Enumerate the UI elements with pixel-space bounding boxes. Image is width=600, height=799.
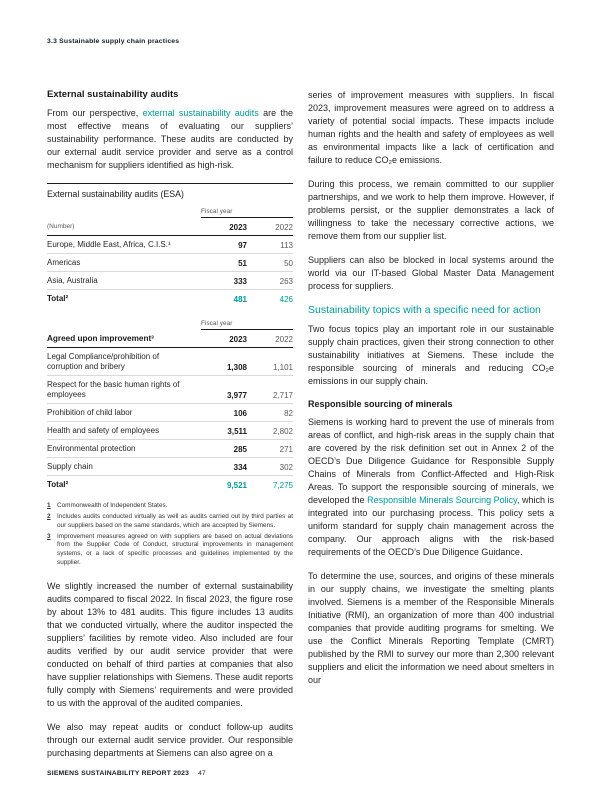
footnotes	[47, 502, 293, 567]
table-row	[47, 376, 293, 404]
column-header-2023: 2023	[229, 222, 247, 232]
value-2023: 97	[238, 240, 247, 250]
paragraph-text: are the most effective means of evaluating our suppliers’ sustainability performance. These audits are conducted by our external audit service provider and serve as a control mechanism for suppliers identified as high-risk.	[47, 108, 294, 170]
paragraph: To determine the use, sources, and origins of these minerals in our supply chains, we investigate the smelting plants involved. Siemens is a member of the Responsible Minerals Initiative (RMI), an organization of more than 400 industrial companies that provide auditing programs for smelting. We use the Conflict Minerals Reporting Template (CMRT) published by the RMI to survey our more than 2,300 relevant suppliers and elicit the information we need about smelters in our	[308, 571, 554, 685]
value-2023: 3,977	[226, 390, 247, 400]
row-label: Environmental protection	[47, 443, 136, 453]
external-sustainability-audits-link[interactable]: external sustainability audits	[142, 108, 259, 118]
value-2023: 334	[233, 462, 247, 472]
paragraph: Suppliers can also be blocked in local systems around the world via our IT-based Global Master Data Management process for suppliers.	[308, 255, 554, 291]
row-label: Asia, Australia	[47, 275, 98, 285]
paragraph-text: Siemens is working hard to prevent the use of minerals from areas of conflict, and high-risk areas in the supply chain that are covered by the risk definition set out in Annex 2 of the OECD’s Due Diligence Guidance for Responsible Supply Chains of Minerals from Conflict-Affected and High-Risk Areas. To support the responsible sourcing of minerals, we developed the	[308, 417, 554, 505]
row-label: Health and safety of employees	[47, 425, 160, 435]
paragraph: We also may repeat audits or conduct follow-up audits through our external audit service provider. Our responsible purchasing departments at Siemens can also agree on a	[47, 722, 293, 759]
paragraph: Two focus topics play an important role in our sustainable supply chain practices, given their strong connection to other sustainability initiatives at Siemens. These include the responsible sourcing of minerals and reducing CO₂e emissions in our supply chain.	[308, 324, 554, 386]
total-2023: 481	[233, 294, 247, 304]
fiscal-year-label: Fiscal year	[201, 320, 293, 330]
table-row	[47, 440, 293, 458]
section-heading: External sustainability audits	[47, 89, 179, 100]
row-label: Legal Compliance/prohibition of corruption and bribery	[47, 351, 160, 371]
total-2022: 7,275	[272, 480, 293, 490]
table-row	[47, 458, 293, 476]
value-2023: 1,308	[226, 362, 247, 372]
row-label: Europe, Middle East, Africa, C.I.S.¹	[47, 239, 171, 249]
footnote-text: Commonwealth of Independent States.	[57, 502, 168, 509]
footnote	[47, 513, 293, 530]
report-title: SIEMENS SUSTAINABILITY REPORT 2023	[47, 770, 190, 777]
value-2022: 82	[284, 408, 293, 418]
section-heading-teal: Sustainability topics with a specific need for action	[308, 304, 541, 316]
value-2022: 113	[280, 240, 293, 250]
value-2022: 50	[284, 258, 293, 268]
subsection-heading: Responsible sourcing of minerals	[308, 399, 453, 409]
paragraph-text: From our perspective,	[47, 108, 143, 118]
column-header-2023: 2023	[229, 334, 247, 344]
fiscal-year-row	[47, 208, 293, 218]
footnote-marker: 1	[47, 502, 51, 509]
table-row	[47, 404, 293, 422]
total-2023: 9,521	[226, 480, 247, 490]
footnote-text: Includes audits conducted virtually as well as audits carried out by third parties at our suppliers based on the same standards, which are accepted by Siemens.	[57, 513, 293, 529]
value-2022: 1,101	[272, 362, 293, 372]
value-2022: 2,717	[272, 390, 293, 400]
table-title: External sustainability audits (ESA)	[47, 183, 293, 199]
value-2022: 2,802	[272, 426, 293, 436]
total-label: Total²	[47, 293, 69, 303]
responsible-minerals-sourcing-policy-link[interactable]: Responsible Minerals Sourcing Policy	[367, 495, 517, 505]
two-column-layout	[47, 89, 554, 771]
footnote-marker: 2	[47, 513, 51, 521]
value-2023: 106	[233, 408, 247, 418]
value-2023: 285	[233, 444, 247, 454]
value-2023: 51	[238, 258, 247, 268]
footnote-text: Improvement measures agreed on with suppliers are based on actual deviations from the Supplier Code of Conduct, structural improvements in management systems, or a lack of specific processes and guidelines implemented by the supplier.	[57, 532, 293, 566]
table-total-row	[47, 476, 293, 493]
paragraph: We slightly increased the number of external sustainability audits compared to fiscal 2022. In fiscal 2023, the figure rose by about 13% to 481 audits. This figure includes 13 audits that we conducted virtually, where the auditor inspected the suppliers’ facilities by remote video. Also included are four audits verified by our audit service provider that were conducted on behalf of third parties at companies that also have supplier relationships with Siemens. These audit reports fully comply with Siemens’ requirements and were provided to us with the approval of the audited companies.	[47, 581, 293, 709]
paragraph-text: , which is integrated into our purchasing process. This policy sets a uniform standard for supply chain management across the company. Our approach aligns with the risk-based requirements of the OECD’s Due Diligence Guidance.	[308, 495, 554, 557]
column-header-2022: 2022	[275, 222, 293, 232]
value-2023: 333	[233, 276, 247, 286]
table-row	[47, 272, 293, 290]
right-column	[308, 89, 554, 771]
paragraph: series of improvement measures with suppliers. In fiscal 2023, improvement measures were agreed on to address a variety of potential social impacts. These impacts include human rights and the health and safety of employees as well as environmental impacts like a lack of certification and failure to reduce CO₂e emissions.	[308, 90, 554, 165]
paragraph: During this process, we remain committed to our supplier partnerships, and we work to help them improve. However, if problems persist, or the supplier demonstrates a lack of willingness to take the necessary corrective actions, we remove them from our supplier list.	[308, 179, 554, 241]
column-header-2022: 2022	[275, 334, 293, 344]
footnote	[47, 502, 293, 511]
total-2022: 426	[279, 294, 293, 304]
row-label: Supply chain	[47, 461, 93, 471]
table-header-row	[47, 330, 293, 348]
value-2023: 3,511	[227, 426, 247, 436]
table-row	[47, 348, 293, 376]
paragraph	[47, 107, 293, 172]
table-row	[47, 254, 293, 272]
fiscal-year-row	[47, 320, 293, 330]
table-header-row	[47, 218, 293, 236]
page-footer	[47, 770, 206, 777]
fiscal-year-label: Fiscal year	[201, 208, 293, 218]
footnote-marker: 3	[47, 532, 51, 540]
value-2022: 263	[279, 276, 293, 286]
page-number: 47	[198, 770, 206, 777]
table-title: Agreed upon improvement³	[47, 333, 154, 343]
esa-table	[47, 183, 293, 307]
value-2022: 271	[279, 444, 293, 454]
table-row	[47, 236, 293, 254]
table-total-row	[47, 290, 293, 307]
left-column	[47, 89, 293, 771]
paragraph	[308, 416, 554, 559]
row-label: Americas	[47, 257, 81, 267]
footnote	[47, 533, 293, 567]
row-label: Prohibition of child labor	[47, 407, 133, 417]
running-header: 3.3 Sustainable supply chain practices	[47, 38, 180, 45]
row-label: Respect for the basic human rights of employees	[47, 379, 180, 399]
table-row	[47, 422, 293, 440]
value-2022: 302	[279, 462, 293, 472]
agreed-improvement-table	[47, 320, 293, 493]
unit-label: (Number)	[47, 222, 75, 230]
total-label: Total²	[47, 479, 69, 489]
